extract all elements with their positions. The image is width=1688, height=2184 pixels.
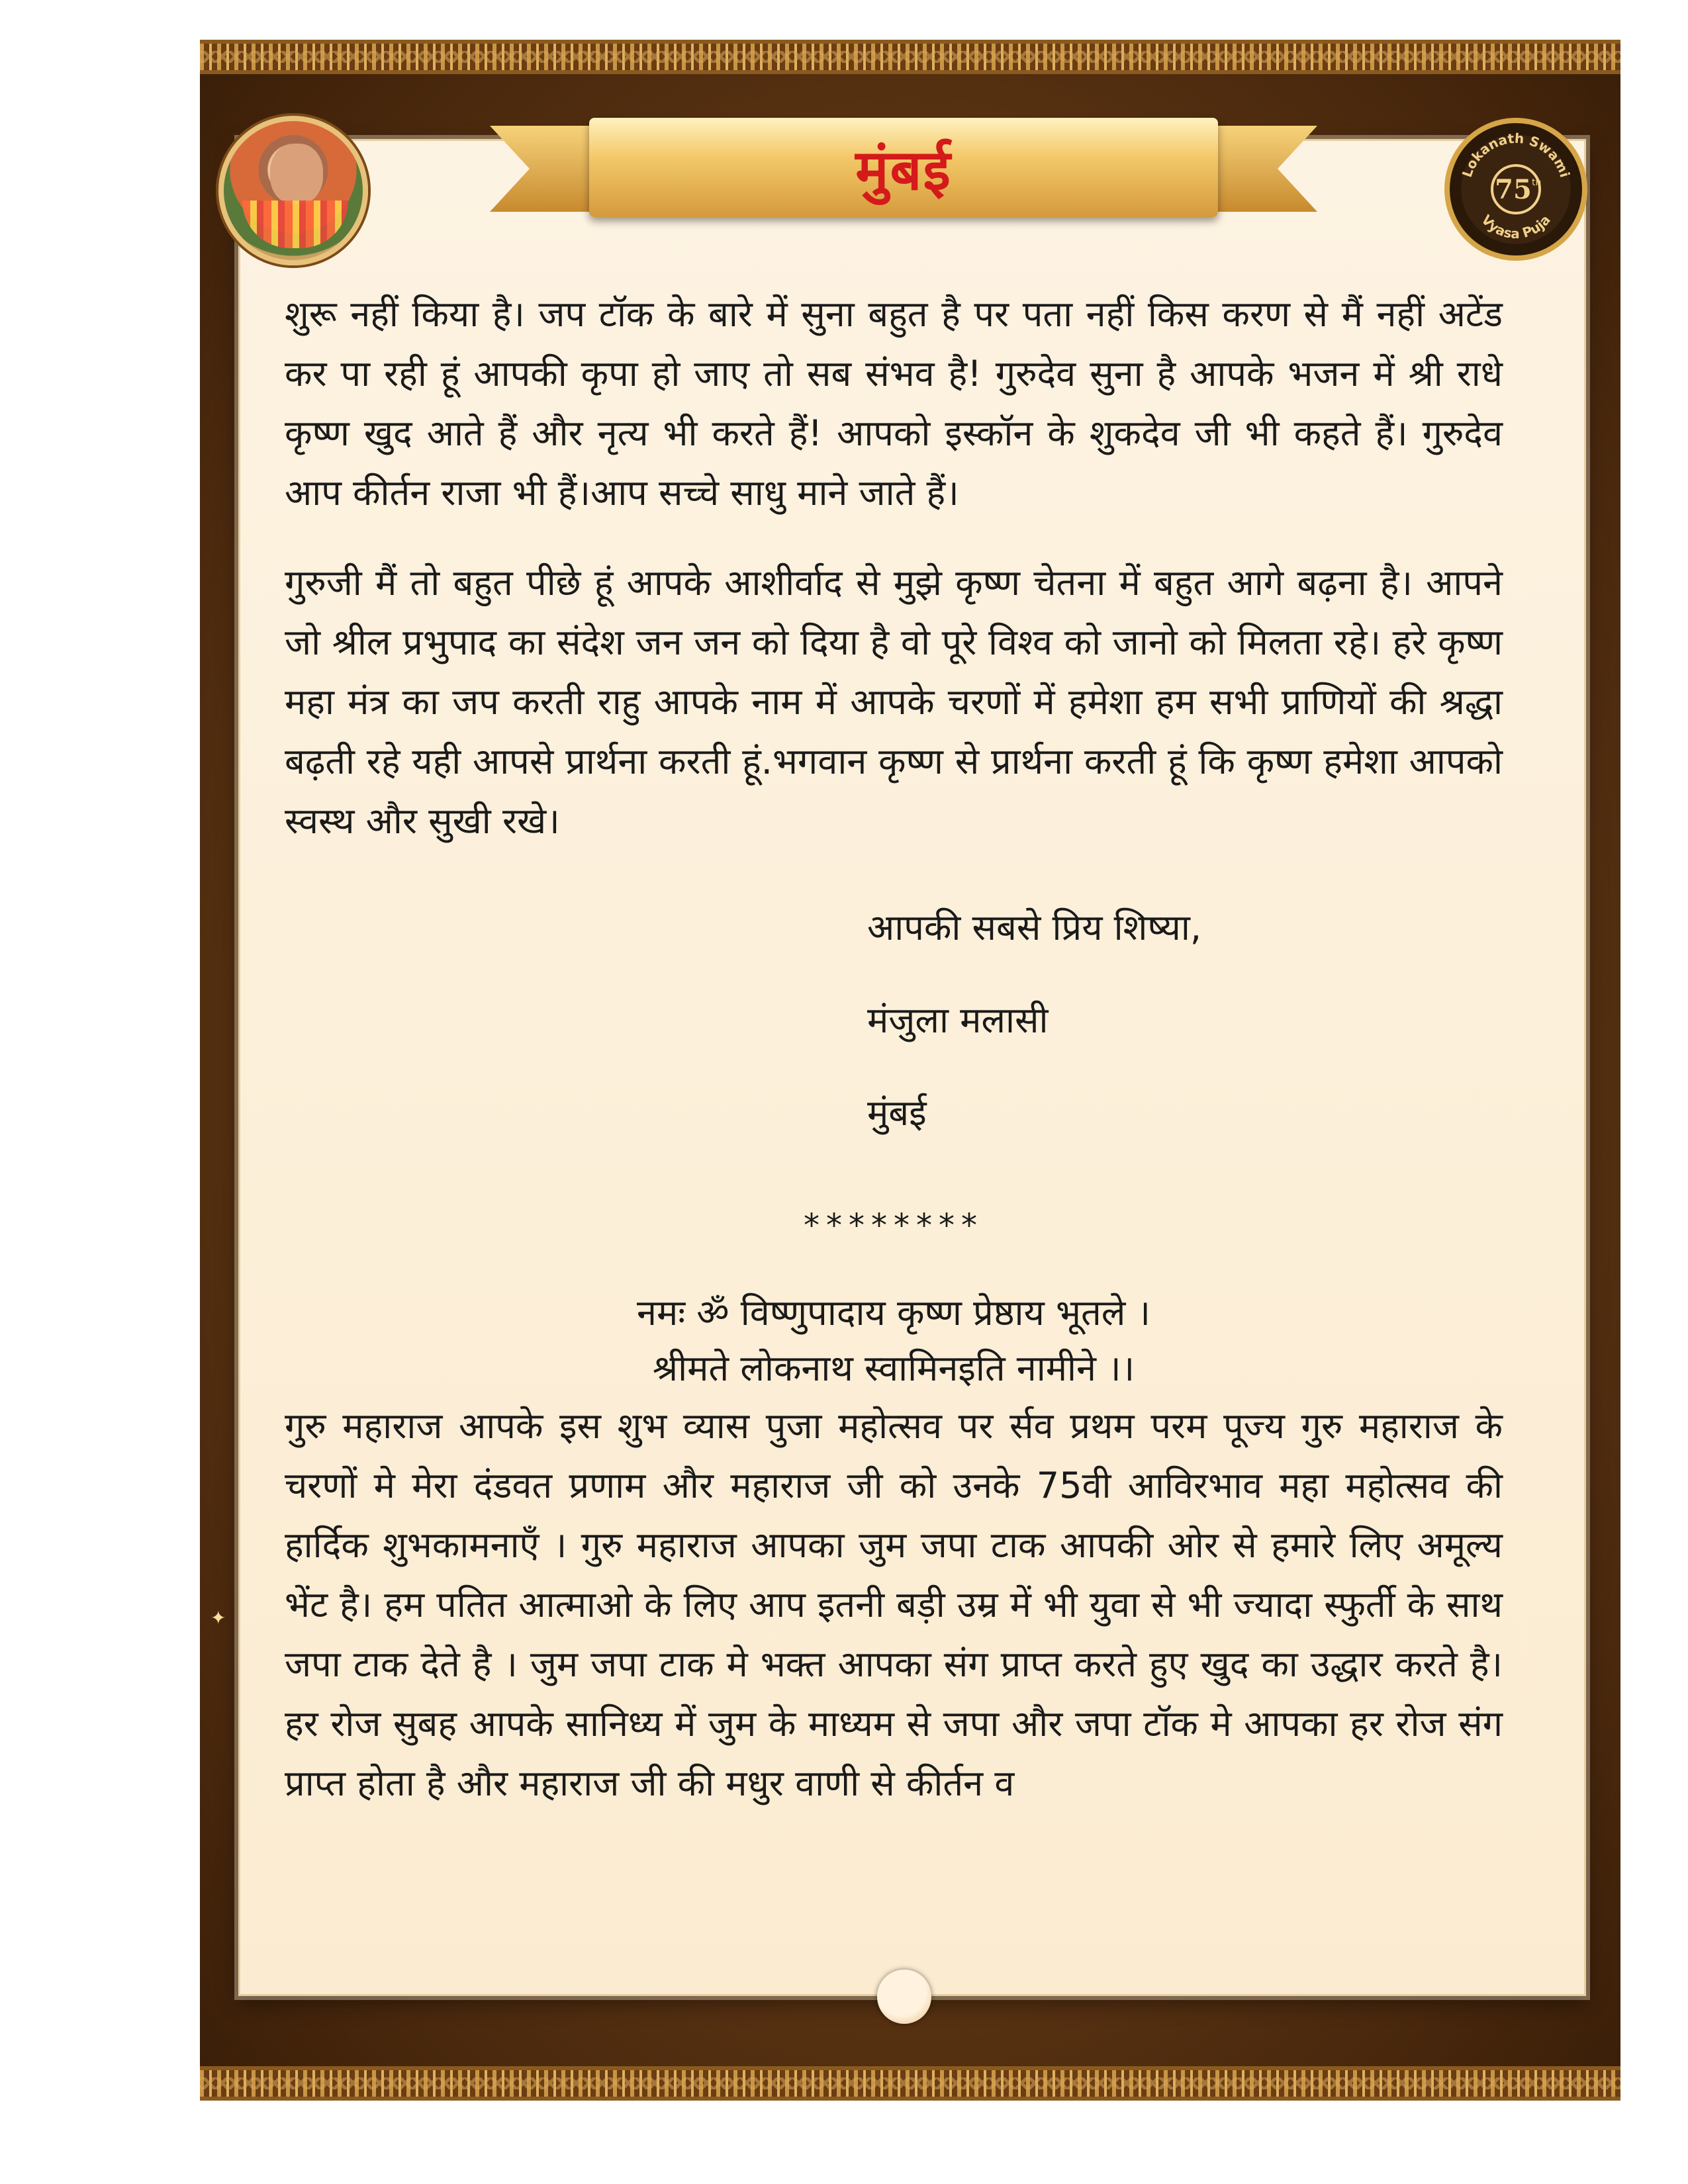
- section-separator: ********: [804, 1207, 984, 1244]
- page-title: मुंबई: [855, 137, 952, 203]
- badge-sup: th: [1532, 177, 1542, 188]
- portrait-face: [270, 144, 323, 205]
- letter1-paragraph-2: गुरुजी मैं तो बहुत पीछे हूं आपके आशीर्वाद से मुझे कृष्ण चेतना में बहुत आगे बढ़ना है। आपने जो श्रील प्रभुपाद का संदेश जन जन को दिया है वो पूरे विश्व को जानो को मिलता रहे। हरे कृष्ण महा मंत्र का जप करती राहु आपके नाम में आपके चरणों में हमेशा हम सभी प्राणियों की श्रद्धा बढ़ती रहे यही आपसे प्रार्थना करती हूं.भगवान कृष्ण से प्रार्थना करती हूं कि कृष्ण हमेशा आपको स्वस्थ और सुखी रखे।: [285, 562, 1503, 842]
- shloka-line-2: श्रीमते लोकनाथ स्वामिनइति नामीने ।।: [652, 1347, 1135, 1389]
- shloka-verse: [285, 1285, 1503, 1396]
- decorative-knob: [877, 1970, 931, 2024]
- badge-emblem: [1450, 123, 1582, 255]
- ribbon-banner: [589, 118, 1218, 217]
- letter-content: [285, 285, 1503, 1813]
- badge-number: 75: [1495, 174, 1532, 205]
- top-diamond-pattern: [200, 51, 1620, 63]
- portrait-garland: [242, 201, 348, 248]
- title-ribbon: [490, 99, 1317, 251]
- guru-portrait-avatar: [218, 116, 368, 265]
- signature-closing: आपकी सबसे प्रिय शिष्या,: [867, 907, 1202, 948]
- bottom-diamond-pattern: [200, 2077, 1620, 2089]
- vyasa-puja-75-badge: [1444, 118, 1587, 261]
- signature-name: मंजुला मलासी: [867, 999, 1049, 1041]
- signature-city: मुंबई: [867, 1092, 927, 1134]
- badge-text-bottom: Vyasa Puja: [1478, 212, 1554, 242]
- badge-text-top: Lokanath Swami: [1458, 130, 1573, 179]
- signature-block: [867, 882, 1503, 1160]
- shloka-line-1: नमः ॐ विष्णुपादाय कृष्ण प्रेष्ठाय भूतले ।: [636, 1292, 1151, 1334]
- letter2-paragraph: गुरु महाराज आपके इस शुभ व्यास पुजा महोत्सव पर र्सव प्रथम परम पूज्य गुरु महाराज के चरणों मे मेरा दंडवत प्रणाम और महाराज जी को उनके 75वी आविरभाव महा महोत्सव की हार्दिक शुभकामनाएँ । गुरु महाराज आपका जुम जपा टाक आपकी ओर से हमारे लिए अमूल्य भेंट है। हम पतित आत्माओ के लिए आप इतनी बड़ी उम्र में भी युवा से भी ज्यादा स्फुर्ती के साथ जपा टाक देते है । जुम जपा टाक मे भक्त आपका संग प्राप्त करते हुए खुद का उद्धार करते है। हर रोज सुबह आपके सानिध्य में जुम के माध्यम से जपा और जपा टॉक मे आपका हर रोज संग प्राप्त होता है और महाराज जी की मधुर वाणी से कीर्तन व: [285, 1405, 1503, 1804]
- letter1-paragraph-1: शुरू नहीं किया है। जप टॉक के बारे में सुना बहुत है पर पता नहीं किस करण से मैं नहीं अटेंड कर पा रही हूं आपकी कृपा हो जाए तो सब संभव है! गुरुदेव सुना है आपके भजन में श्री राधे कृष्ण खुद आते हैं और नृत्य भी करते हैं! आपको इस्कॉन के शुकदेव जी भी कहते हैं। गुरुदेव आप कीर्तन राजा भी हैं।आप सच्चे साधु माने जाते हैं।: [285, 293, 1503, 514]
- sparkle-icon: ✦: [211, 1607, 226, 1629]
